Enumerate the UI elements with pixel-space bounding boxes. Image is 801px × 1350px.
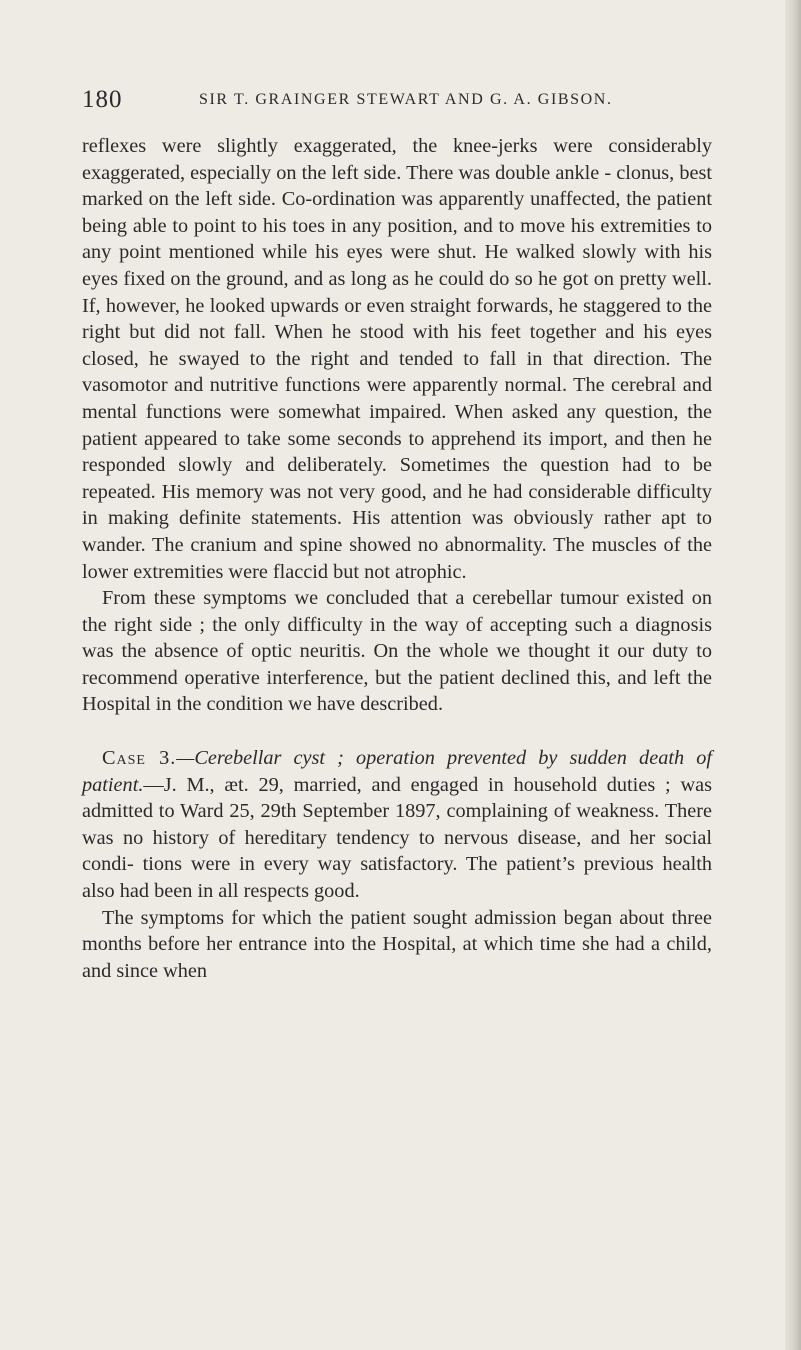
page-header [82,86,682,126]
paragraph-conclusion: From these symptoms we concluded that a cerebellar tumour existed on the right side ; the only difficulty in the way of accepting such a diagnosis was the absence of optic neuritis. On the whole we thought it our duty to recommend operative interference, but the patient declined this, and left the Hospital in the condition we have described. [82,587,712,716]
case-text: —J. M., æt. 29, married, and engaged in household duties ; was admitted to Ward 25, 29th September 1897, complaining of weakness. There was no history of hereditary tendency to nervous disease, and her social condi- tions were in every way satisfactory. The patient’s previous health also had been in all respects good. [82,773,712,903]
paragraph-reflexes: reflexes were slightly exaggerated, the knee-jerks were considerably exaggerated, especially on the left side. There was double ankle - clonus, best marked on the left side. Co-ordination was apparently unaffected, the patient being able to point to his toes in any position, and to move his extremities to any point mentioned while his eyes were shut. He walked slowly with his eyes fixed on the ground, and as long as he could do so he got on pretty well. If, however, he looked upwards or even straight forwards, he staggered to the right but did not fall. When he stood with his feet together and his eyes closed, he swayed to the right and tended to fall in that direction. The vasomotor and nutritive functions were apparently normal. The cerebral and mental functions were somewhat impaired. When asked any question, the patient appeared to take some seconds to apprehend its import, and then he responded slowly and deliberately. Sometimes the question had to be repeated. His memory was not very good, and he had considerable difficulty in making definite statements. His attention was obviously rather apt to wander. The cranium and spine showed no abnormality. The muscles of the lower extremities were flaccid but not atrophic. [82,135,712,583]
paragraph-symptoms: The symptoms for which the patient sought admission began about three months before her entrance into the Hospital, at which time she had a child, and since when [82,906,712,982]
body-text [82,133,712,984]
paragraph-case-3 [82,745,712,905]
case-title: —Cerebellar cyst ; operation prevented by sudden death of patient. [82,747,712,796]
running-head: SIR T. GRAINGER STEWART AND G. A. GIBSON. [199,91,613,108]
page-number: 180 [82,86,123,113]
case-label: Case 3. [102,747,177,770]
page-binding-edge [785,0,801,1350]
